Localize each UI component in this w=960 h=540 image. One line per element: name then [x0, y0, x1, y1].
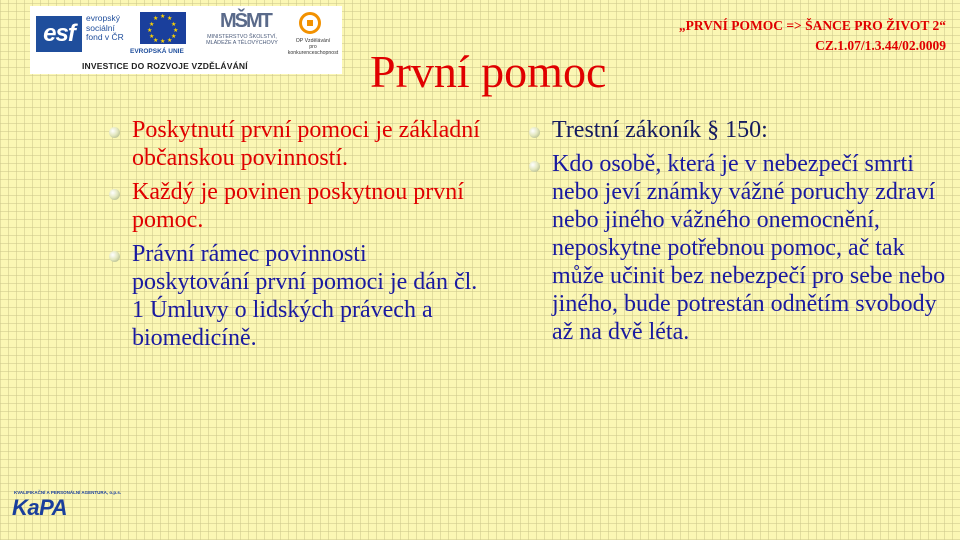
esf-logo	[36, 10, 126, 58]
msmt-text	[200, 34, 284, 46]
list-item	[526, 116, 946, 144]
esf-line: evropský	[86, 13, 121, 23]
msmt-line: MLÁDEŽE A TĚLOVÝCHOVY	[206, 40, 278, 47]
left-bullet-list	[106, 116, 486, 358]
kapa-small-text: KVALIFIKAČNÍ A PERSONÁLNÍ AGENTURA, o.p.s.	[14, 490, 122, 495]
list-item-text: Trestní zákoník § 150:	[552, 117, 768, 143]
bullet-icon	[109, 251, 120, 262]
logo-banner	[30, 6, 342, 74]
bullet-icon	[529, 161, 540, 172]
list-item-text: Každý je povinen poskytnou první pomoc.	[132, 179, 464, 233]
kapa-wordmark: KaPA	[12, 495, 68, 520]
list-item-text: Poskytnutí první pomoci je základní občanskou povinností.	[132, 117, 480, 171]
list-item	[106, 240, 486, 352]
msmt-line: MINISTERSTVO ŠKOLSTVÍ,	[207, 34, 277, 40]
esf-mark: esf	[36, 16, 82, 52]
project-title: „PRVNÍ POMOC => ŠANCE PRO ŽIVOT 2“	[678, 18, 946, 33]
list-item-text: Kdo osobě, která je v nebezpečí smrti nebo jeví známky vážné poruchy zdraví nebo jiného vážného onemocnění, neposkytne potřebnou pomoc, ač tak může učinit bez nebezpečí pro sebe nebo jiného, bude potrestán odnětím svobody až na dvě léta.	[552, 151, 946, 345]
eu-logo	[130, 10, 192, 58]
msmt-logo	[200, 10, 280, 58]
esf-text	[86, 14, 134, 43]
list-item	[526, 150, 946, 346]
esf-line: sociální	[86, 22, 115, 33]
bullet-icon	[529, 127, 540, 138]
right-bullet-list	[526, 116, 946, 352]
bullet-icon	[109, 127, 120, 138]
banner-slogan: INVESTICE DO ROZVOJE VZDĚLÁVÁNÍ	[82, 61, 248, 71]
esf-line: fond v ČR	[86, 32, 124, 42]
op-logo	[285, 10, 341, 58]
slide-title: První pomoc	[370, 46, 607, 97]
op-line: pro konkurenceschopnost	[287, 44, 339, 56]
list-item	[106, 178, 486, 234]
list-item-text: Právní rámec povinnosti poskytování první pomoci je dán čl. 1 Úmluvy o lidských právech a biomedicíně.	[132, 241, 478, 351]
op-text	[285, 38, 341, 56]
op-mark-icon	[299, 12, 321, 34]
op-line: OP Vzdělávání	[295, 38, 331, 44]
eu-flag-icon: ★ ★ ★ ★ ★ ★ ★ ★ ★ ★ ★ ★	[140, 12, 186, 44]
msmt-mark: MŠMT	[220, 10, 271, 32]
project-code: CZ.1.07/1.3.44/02.0009	[815, 38, 946, 53]
bullet-icon	[109, 189, 120, 200]
eu-label: EVROPSKÁ UNIE	[130, 48, 184, 55]
list-item	[106, 116, 486, 172]
kapa-logo	[12, 490, 122, 522]
